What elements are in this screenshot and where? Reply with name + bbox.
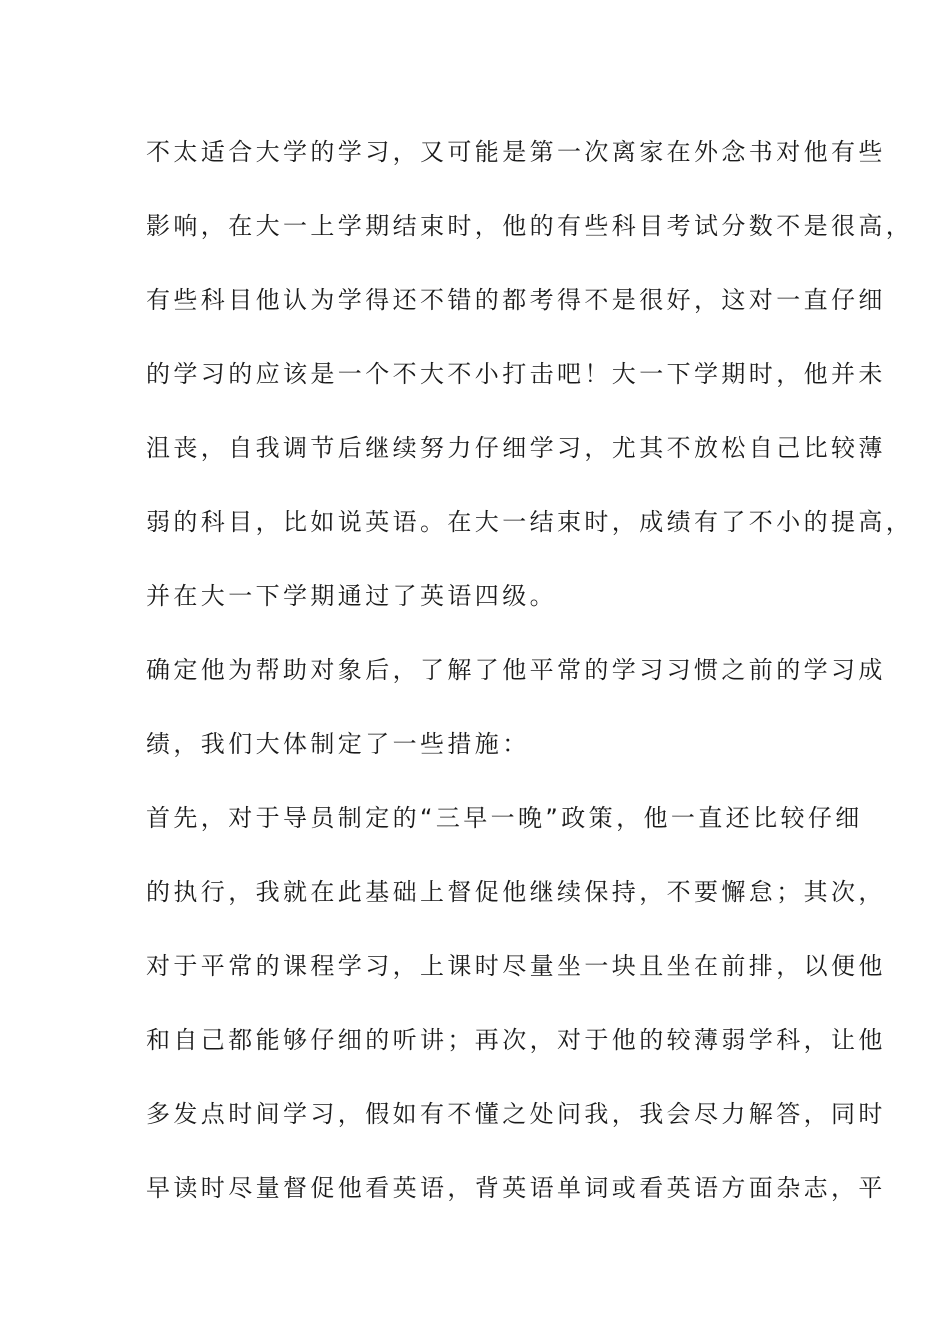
text-line: 沮丧，自我调节后继续努力仔细学习，尤其不放松自己比较薄 — [146, 434, 886, 462]
text-line: 和自己都能够仔细的听讲；再次，对于他的较薄弱学科，让他 — [146, 1026, 886, 1054]
text-line: 绩，我们大体制定了一些措施： — [146, 730, 530, 758]
text-line: 的执行，我就在此基础上督促他继续保持，不要懈怠；其次， — [146, 878, 886, 906]
text-line: 有些科目他认为学得还不错的都考得不是很好，这对一直仔细 — [146, 286, 886, 314]
text-line: 并在大一下学期通过了英语四级。 — [146, 582, 557, 610]
text-line: 不太适合大学的学习，又可能是第一次离家在外念书对他有些 — [146, 138, 886, 166]
text-line: 弱的科目，比如说英语。在大一结束时，成绩有了不小的提高， — [146, 508, 914, 536]
text-line: 对于平常的课程学习，上课时尽量坐一块且坐在前排，以便他 — [146, 952, 886, 980]
text-line: 的学习的应该是一个不大不小打击吧！大一下学期时，他并未 — [146, 360, 886, 388]
text-line: 多发点时间学习，假如有不懂之处问我，我会尽力解答，同时 — [146, 1100, 886, 1128]
text-line: 早读时尽量督促他看英语，背英语单词或看英语方面杂志，平 — [146, 1174, 886, 1202]
text-line: 影响，在大一上学期结束时，他的有些科目考试分数不是很高， — [146, 212, 914, 240]
text-line: 首先，对于导员制定的“三早一晚”政策，他一直还比较仔细 — [146, 804, 863, 832]
text-line: 确定他为帮助对象后，了解了他平常的学习习惯之前的学习成 — [146, 656, 886, 684]
